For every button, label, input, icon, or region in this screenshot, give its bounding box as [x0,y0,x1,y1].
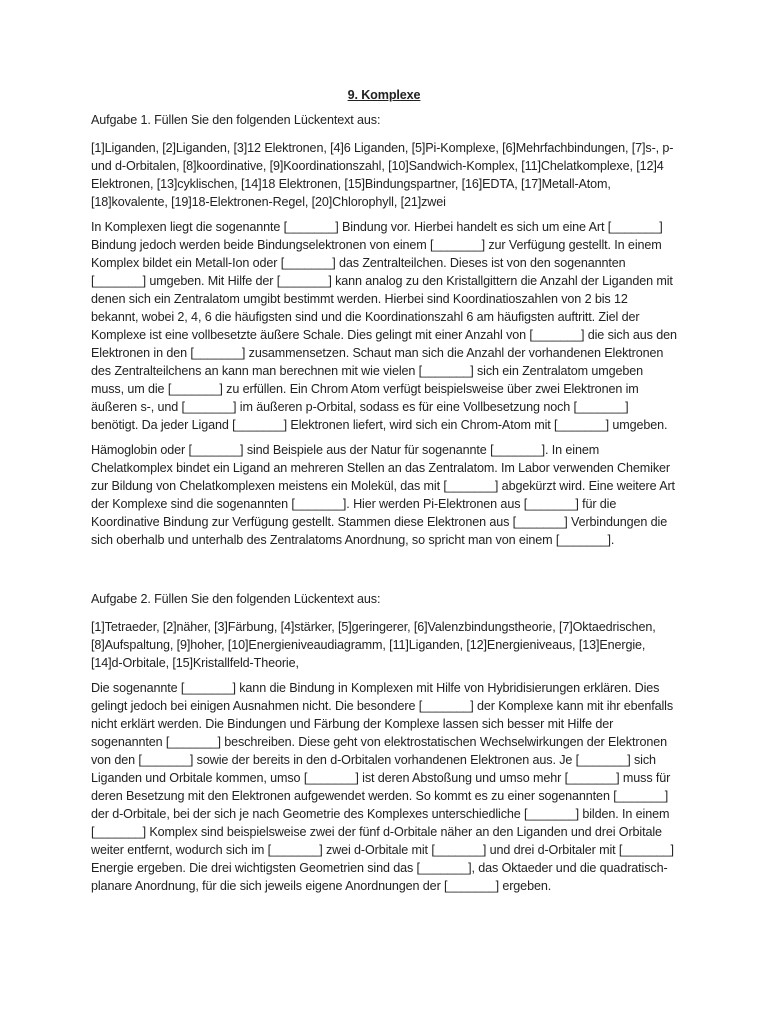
task-1-paragraph-2: Hämoglobin oder [_______] sind Beispiele aus der Natur für sogenannte [_______]. In einem Chelatkomplex bindet ein Ligand an mehreren Stellen an das Zentralatom. Im Labor verwenden Chemiker zur Bildung von Chelatkomplexen meistens ein Molekül, das mit [_______] abgekürzt wird. Eine weitere Art der Komplexe sind die sogenannten [_______]. Hier werden Pi-Elektronen aus [_______] für die Koordinative Bindung zur Verfügung gestellt. Stammen diese Elektronen aus [_______] Verbindungen die sich oberhalb und unterhalb des Zentralatoms Anordnung, so spricht man von einem [_______]. [91,443,675,547]
document-page [91,86,677,902]
task-2-heading: Aufgabe 2. Füllen Sie den folgenden Lückentext aus: [91,592,381,606]
task-2-word-bank: [1]Tetraeder, [2]näher, [3]Färbung, [4]stärker, [5]geringerer, [6]Valenzbindungstheorie, [7]Oktaedrischen, [8]Aufspaltung, [9]hoher, [10]Energieniveaudiagramm, [11]Liganden, [12]Energieniveaus, [13]Energie, [14]d-Orbitale, [15]Kristallfeld-Theorie, [91,620,656,670]
task-1-heading: Aufgabe 1. Füllen Sie den folgenden Lückentext aus: [91,113,381,127]
task-2-paragraph-1: Die sogenannte [_______] kann die Bindung in Komplexen mit Hilfe von Hybridisierungen erklären. Dies gelingt jedoch bei einigen Ausnahmen nicht. Die besondere [_______] der Komplexe kann mit ihr ebenfalls nicht erklärt werden. Die Bindungen und Färbung der Komplexe lassen sich besser mit Hilfe der sogenannten [_______] beschreiben. Diese geht von elektrostatischen Wechselwirkungen der Elektronen von den [_______] sowie der bereits in den d-Orbitalen vorhandenen Elektronen aus. Je [_______] sich Liganden und Orbitale kommen, umso [_______] ist deren Abstoßung und umso mehr [_______] muss für deren Besetzung mit den Elektronen aufgewendet werden. So kommt es zu einer sogenannten [_______] der d-Orbitale, bei der sich je nach Geometrie des Komplexes unterschiedliche [_______] bilden. In einem [_______] Komplex sind beispielsweise zwei der fünf d-Orbitale näher an den Liganden und drei Orbitale weiter entfernt, wodurch sich im [_______] zwei d-Orbitale mit [_______] und drei d-Orbitaler mit [_______] Energie ergeben. Die drei wichtigsten Geometrien sind das [_______], das Oktaeder und die quadratisch-planare Anordnung, für die sich jeweils eigene Anordnungen der [_______] ergeben. [91,681,674,893]
task-2 [91,590,677,895]
page-title: 9. Komplexe [347,88,421,102]
task-1-word-bank: [1]Liganden, [2]Liganden, [3]12 Elektronen, [4]6 Liganden, [5]Pi-Komplexe, [6]Mehrfachbindungen, [7]s-, p- und d-Orbitalen, [8]koordinative, [9]Koordinationszahl, [10]Sandwich-Komplex, [11]Chelatkomplexe, [12]4 Elektronen, [13]cyklischen, [14]18 Elektronen, [15]Bindungspartner, [16]EDTA, [17]Metall-Atom, [18]kovalente, [19]18-Elektronen-Regel, [20]Chlorophyll, [21]zwei [91,141,674,209]
task-1-paragraph-1: In Komplexen liegt die sogenannte [_______] Bindung vor. Hierbei handelt es sich um eine Art [_______] Bindung jedoch werden beide Bindungselektronen von einem [_______] zur Verfügung gestellt. In einem Komplex bildet ein Metall-Ion oder [_______] das Zentralteilchen. Dieses ist von den sogenannten [_______] umgeben. Mit Hilfe der [_______] kann analog zu den Kristallgittern die Anzahl der Liganden mit denen sich ein Zentralatom umgibt bestimmt werden. Hierbei sind Koordinatioszahlen von 2 bis 12 bekannt, wobei 2, 4, 6 die häufigsten sind und die Koordinationszahl 6 am häufigsten auftritt. Ziel der Komplexe ist eine vollbesetzte äußere Schale. Dies gelingt mit einer Anzahl von [_______] die sich aus den Elektronen in den [_______] zusammensetzen. Schaut man sich die Anzahl der vorhandenen Elektronen des Zentralteilchens an kann man berechnen mit wie vielen [_______] sich ein Zentralatom umgeben muss, um die [_______] zu erfüllen. Ein Chrom Atom verfügt beispielsweise über zwei Elektronen im äußeren s-, und [_______] im äußeren p-Orbital, sodass es für eine Vollbesetzung noch [_______] benötigt. Da jeder Ligand [_______] Elektronen liefert, wird sich ein Chrom-Atom mit [_______] umgeben. [91,220,677,432]
task-1 [91,111,677,549]
